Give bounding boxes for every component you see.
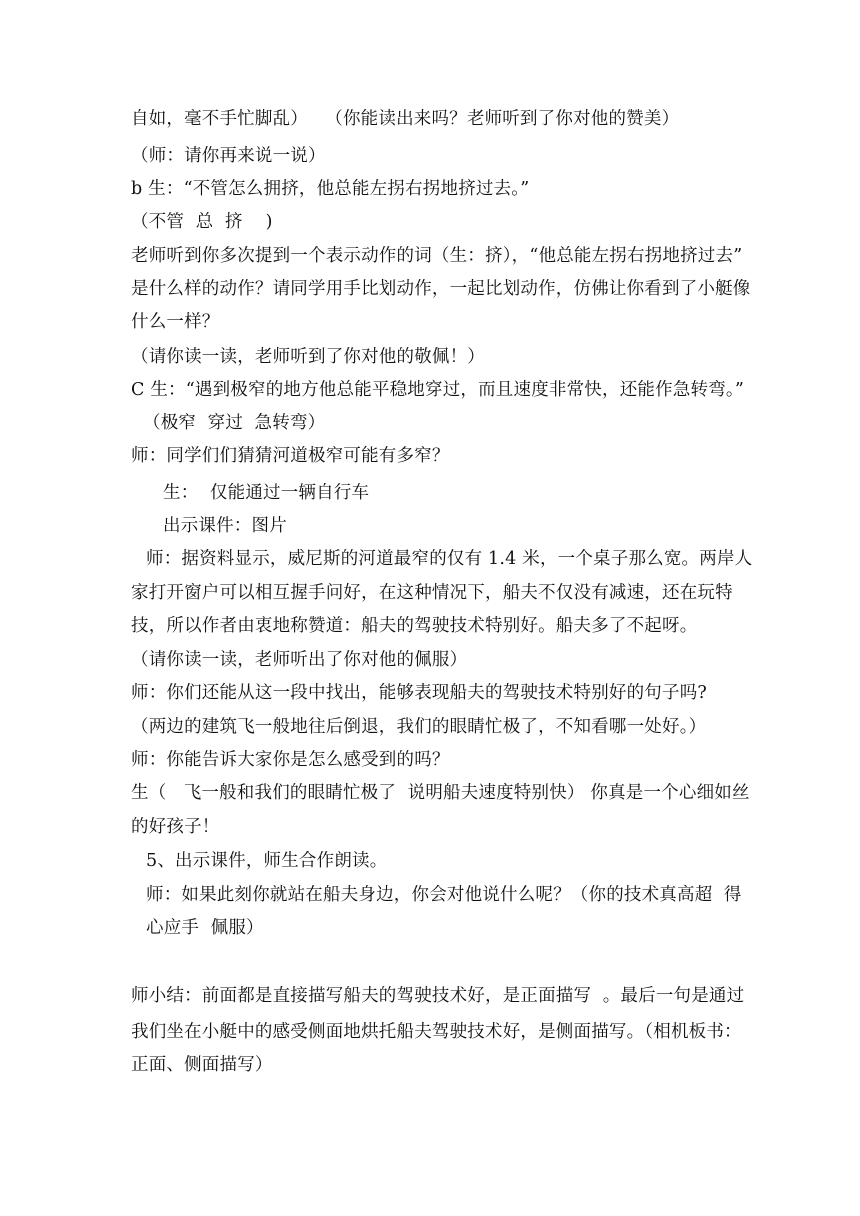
text-line: 的好孩子！ (131, 817, 220, 837)
text-line: （两边的建筑飞一般地往后倒退，我们的眼睛忙极了，不知看哪一处好。） (131, 717, 707, 737)
text-line: （师：请你再来说一说） (131, 146, 326, 166)
text-line: （极窄 穿过 急转弯） (143, 413, 326, 433)
text-line: C 生：“遇到极窄的地方他总能平稳地穿过，而且速度非常快，还能作急转弯。” (131, 380, 744, 400)
text-line: 自如，毫不手忙脚乱） （你能读出来吗？老师听到了你对他的赞美） (131, 109, 680, 129)
text-line: 生： 仅能通过一辆自行车 (163, 483, 370, 503)
text-line: 我们坐在小艇中的感受侧面地烘托船夫驾驶技术好，是侧面描写。（相机板书： (131, 1022, 742, 1042)
text-line: 什么一样？ (131, 312, 220, 332)
text-line: 技，所以作者由衷地称赞道：船夫的驾驶技术特别好。船夫多了不起呀。 (131, 616, 698, 636)
text-line: 是什么样的动作？请同学用手比划动作，一起比划动作，仿佛让你看到了小艇像 (131, 279, 751, 299)
text-line: 正面、侧面描写） (131, 1055, 273, 1075)
text-line: （请你读一读，老师听出了你对他的佩服） (131, 650, 468, 670)
text-line: 生（ 飞一般和我们的眼睛忙极了 说明船夫速度特别快） 你真是一个心细如丝 (131, 783, 750, 803)
text-line: 师：据资料显示，威尼斯的河道最窄的仅有 1.4 米，一个桌子那么宽。两岸人 (146, 549, 753, 569)
text-line: 家打开窗户可以相互握手问好，在这种情况下，船夫不仅没有减速，还在玩特 (131, 583, 733, 603)
text-line: （请你读一读，老师听到了你对他的敬佩！） (131, 347, 485, 367)
text-line: 老师听到你多次提到一个表示动作的词（生：挤），“他总能左拐右拐地挤过去” (131, 246, 743, 266)
text-line: （不管 总 挤 ) (131, 212, 273, 232)
text-line: 心应手 佩服） (146, 918, 264, 938)
text-line: 师：同学们们猜猜河道极窄可能有多窄？ (131, 446, 450, 466)
text-line: 师：如果此刻你就站在船夫身边，你会对他说什么呢？（你的技术真高超 得 (146, 885, 742, 905)
text-line: b 生：“不管怎么拥挤，他总能左拐右拐地挤过去。” (131, 179, 530, 199)
text-line: 师小结：前面都是直接描写船夫的驾驶技术好，是正面描写 。最后一句是通过 (131, 986, 745, 1006)
text-line: 师：你们还能从这一段中找出，能够表现船夫的驾驶技术特别好的句子吗? (131, 683, 707, 703)
text-line: 师：你能告诉大家你是怎么感受到的吗？ (131, 750, 450, 770)
text-line: 5、出示课件，师生合作朗读。 (146, 851, 388, 871)
text-line: 出示课件：图片 (163, 516, 287, 536)
